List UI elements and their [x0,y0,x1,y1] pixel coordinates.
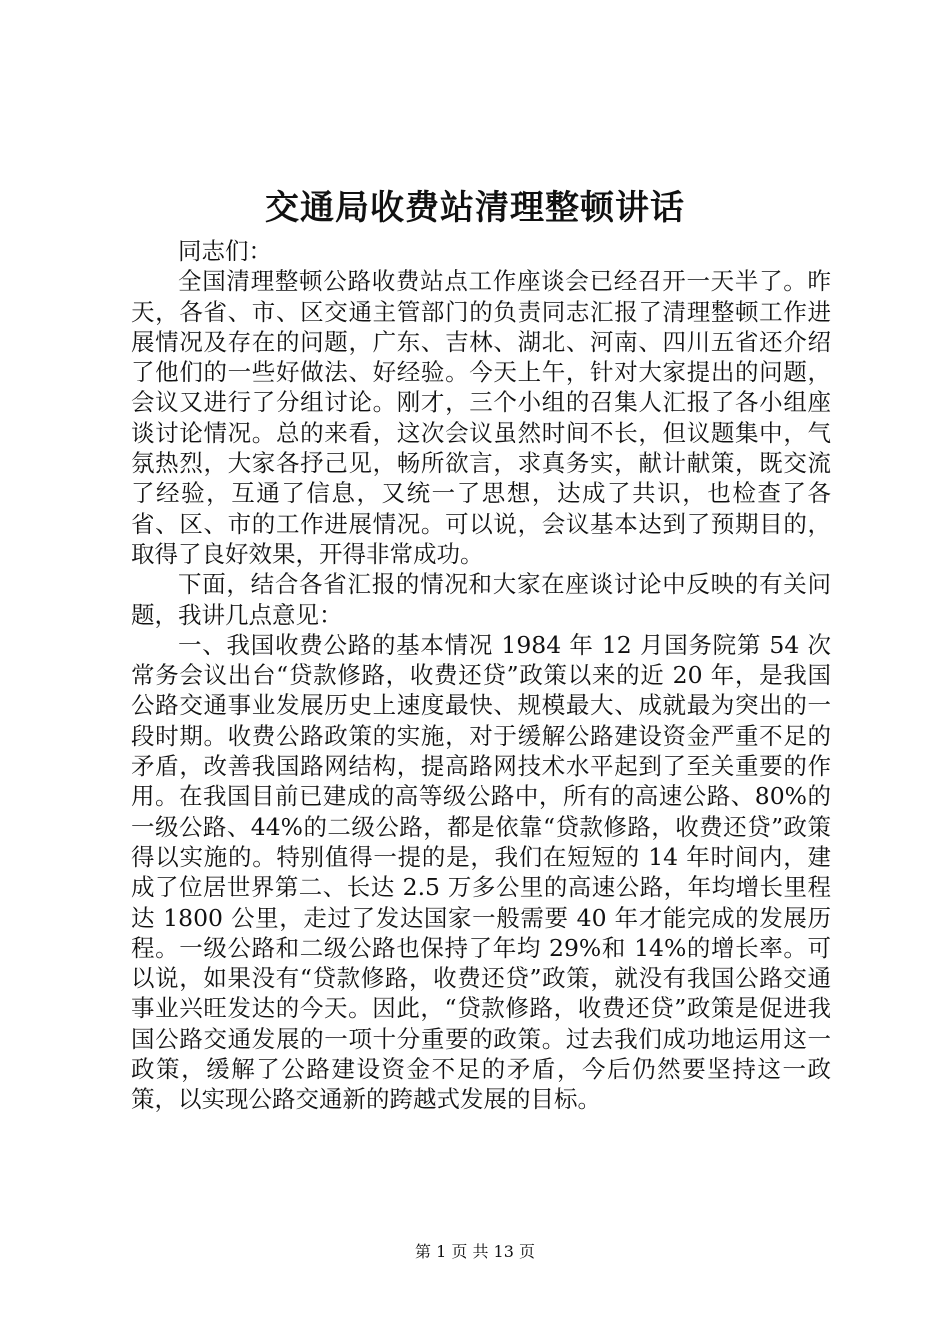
document-title: 交通局收费站清理整顿讲话 [265,188,685,228]
body-paragraph: 下面，结合各省汇报的情况和大家在座谈讨论中反映的有关问题，我讲几点意见： [131,570,831,629]
document-body [131,236,831,1115]
body-paragraph: 全国清理整顿公路收费站点工作座谈会已经召开一天半了。昨天，各省、市、区交通主管部门的负责同志汇报了清理整顿工作进展情况及存在的问题，广东、吉林、湖北、河南、四川五省还介绍了他们的一些好做法、好经验。今天上午，针对大家提出的问题，会议又进行了分组讨论。刚才，三个小组的召集人汇报了各小组座谈讨论情况。总的来看，这次会议虽然时间不长，但议题集中，气氛热烈，大家各抒己见，畅所欲言，求真务实，献计献策，既交流了经验，互通了信息，又统一了思想，达成了共识，也检查了各省、区、市的工作进展情况。可以说，会议基本达到了预期目的，取得了良好效果，开得非常成功。 [131,267,831,568]
body-paragraph: 一、我国收费公路的基本情况 1984 年 12 月国务院第 54 次常务会议出台“贷款修路，收费还贷”政策以来的近 20 年，是我国公路交通事业发展历史上速度最快、规模最大、成就最为突出的一段时期。收费公路政策的实施，对于缓解公路建设资金严重不足的矛盾，改善我国路网结构，提高路网技术水平起到了至关重要的作用。在我国目前已建成的高等级公路中，所有的高速公路、80%的一级公路、44%的二级公路，都是依靠“贷款修路，收费还贷”政策得以实施的。特别值得一提的是，我们在短短的 14 年时间内，建成了位居世界第二、长达 2.5 万多公里的高速公路，年均增长里程达 1800 公里，走过了发达国家一般需要 40 年才能完成的发展历程。一级公路和二级公路也保持了年均 29%和 14%的增长率。可以说，如果没有“贷款修路，收费还贷”政策，就没有我国公路交通事业兴旺发达的今天。因此，“贷款修路，收费还贷”政策是促进我国公路交通发展的一项十分重要的政策。过去我们成功地运用这一政策，缓解了公路建设资金不足的矛盾，今后仍然要坚持这一政策，以实现公路交通新的跨越式发展的目标。 [131,630,831,1114]
salutation-paragraph: 同志们： [178,237,272,265]
page-number-footer: 第 1 页 共 13 页 [415,1242,535,1261]
